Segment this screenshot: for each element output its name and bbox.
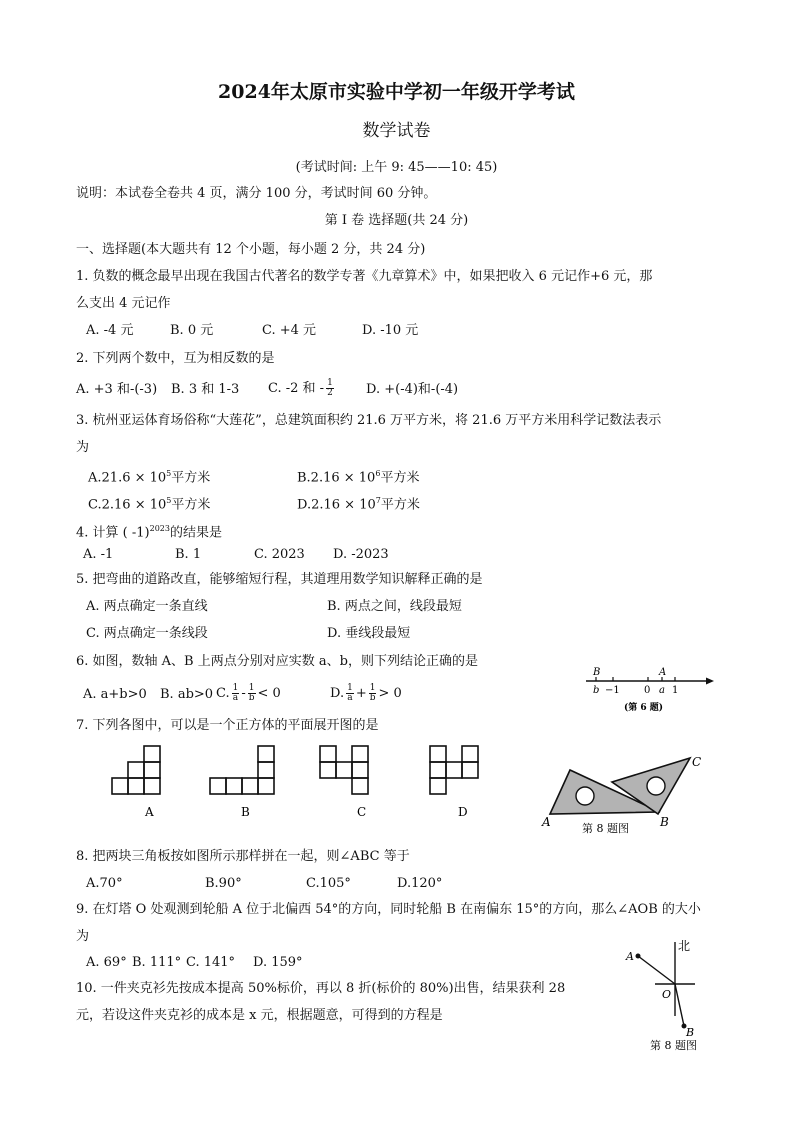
label-O: O	[662, 988, 672, 1001]
point-A	[636, 954, 641, 959]
q5-option-c: C. 两点确定一条线段	[86, 626, 208, 641]
q6-option-b: B. ab>0	[160, 687, 214, 702]
fraction	[232, 684, 240, 703]
fraction	[346, 684, 354, 703]
unit: 平方米	[380, 470, 420, 486]
label-A: A	[659, 667, 667, 678]
q9-option-b: B. 111°	[132, 955, 182, 970]
section-title: 一、选择题(本大题共有 12 个小题，每小题 2 分，共 24 分)	[76, 242, 426, 257]
q6-option-c	[216, 682, 281, 706]
operator: -	[241, 686, 246, 701]
q8-option-d: D.120°	[397, 876, 443, 891]
operator: +	[355, 686, 367, 701]
fraction-numerator: 1	[347, 683, 353, 693]
q1-option-a: A. -4 元	[86, 323, 134, 338]
q9-stem-line1: 9. 在灯塔 O 处观测到轮船 A 位于北偏西 54°的方向，同时轮船 B 在南偏东 15°的方向，那么∠AOB 的大小	[76, 902, 701, 917]
q6-option-d	[330, 682, 402, 706]
q1-option-d: D. -10 元	[362, 323, 419, 338]
q4-exponent: 2023	[149, 524, 170, 533]
cube-net-d	[430, 746, 478, 794]
q2-option-c-fraction	[326, 379, 334, 398]
q3-option-d	[297, 493, 420, 513]
q6-stem: 6. 如图，数轴 A、B 上两点分别对应实数 a、b，则下列结论正确的是	[76, 654, 478, 669]
q3-option-c	[88, 493, 210, 513]
relation: < 0	[257, 686, 281, 701]
q1-option-b: B. 0 元	[170, 323, 214, 338]
q9-option-c: C. 141°	[186, 955, 236, 970]
q3-option-a	[88, 466, 210, 486]
q8-option-c: C.105°	[306, 876, 351, 891]
sci-exponent: 6	[375, 469, 381, 478]
sci-base: C.2.16 × 10	[88, 497, 167, 513]
unit: 平方米	[380, 497, 420, 513]
q2-option-c-prefix: C. -2 和 -	[268, 381, 325, 396]
net-label-a: A	[145, 805, 154, 819]
q2-option-b: B. 3 和 1-3	[171, 382, 240, 397]
label-zero: 0	[644, 685, 651, 696]
cube-net-b	[210, 746, 274, 794]
q1-stem-line2: 么支出 4 元记作	[76, 296, 171, 311]
q6-figure-caption: (第 6 题)	[624, 703, 664, 713]
q2-option-a: A. +3 和-(-3)	[76, 382, 158, 397]
q3-stem-line1: 3. 杭州亚运体育场俗称“大莲花”，总建筑面积约 21.6 万平方米，将 21.6 万平方米用科学记数法表示	[76, 413, 662, 428]
q10-stem-line2: 元，若设这件夹克衫的成本是 x 元，根据题意，可得到的方程是	[76, 1008, 443, 1023]
sci-base: B.2.16 × 10	[297, 470, 376, 486]
q3-option-b	[297, 466, 419, 486]
label-A: A	[542, 815, 551, 829]
instructions: 说明：本试卷全卷共 4 页，满分 100 分，考试时间 60 分钟。	[76, 186, 437, 201]
label-a: a	[659, 685, 665, 696]
option-prefix: C.	[216, 686, 230, 701]
label-C: C	[692, 755, 702, 769]
sci-base: A.21.6 × 10	[88, 470, 167, 486]
q5-option-b: B. 两点之间，线段最短	[327, 599, 462, 614]
q6-number-line-figure	[580, 664, 720, 716]
fraction-denominator: b	[369, 693, 376, 703]
fig9-caption: 第 8 题图	[650, 1039, 697, 1052]
fraction-denominator: a	[232, 693, 239, 703]
triangle-hole-left	[576, 787, 594, 805]
north-label: 北	[678, 939, 691, 953]
q4-stem-prefix: 4. 计算 ( -1)	[76, 525, 150, 541]
net-label-b: B	[241, 805, 250, 819]
q8-option-b: B.90°	[205, 876, 242, 891]
q4-stem-suffix: 的结果是	[169, 525, 222, 541]
q5-stem: 5. 把弯曲的道路改直，能够缩短行程，其道理用数学知识解释正确的是	[76, 572, 483, 587]
fraction-numerator: 1	[248, 683, 255, 693]
q8-option-a: A.70°	[86, 876, 123, 891]
q10-stem-line1: 10. 一件夹克衫先按成本提高 50%标价，再以 8 折(标价的 80%)出售，结果获利 28	[76, 981, 566, 996]
q4-stem	[76, 521, 222, 541]
q4-option-b: B. 1	[175, 547, 202, 562]
q9-stem-line2: 为	[76, 929, 90, 944]
net-label-c: C	[357, 805, 367, 819]
q5-option-d: D. 垂线段最短	[327, 626, 411, 641]
fraction	[248, 684, 256, 703]
q2-stem: 2. 下列两个数中，互为相反数的是	[76, 351, 275, 366]
q3-stem-line2: 为	[76, 440, 90, 455]
exam-time: (考试时间: 上午 9: 45——10: 45)	[295, 160, 498, 175]
q2-option-c	[268, 378, 336, 400]
q6-option-a: A. a+b>0	[83, 687, 147, 702]
q1-option-c: C. +4 元	[262, 323, 317, 338]
q5-option-a: A. 两点确定一条直线	[86, 599, 208, 614]
label-one: 1	[672, 685, 679, 696]
sci-exponent: 5	[166, 496, 172, 505]
sci-exponent: 7	[375, 496, 381, 505]
fig8-caption: 第 8 题图	[582, 822, 629, 835]
option-prefix: D.	[330, 686, 345, 701]
fig8-triangle-boards	[540, 748, 715, 840]
fraction-denominator: a	[347, 693, 353, 703]
q4-option-c: C. 2023	[254, 547, 305, 562]
fig9-compass-diagram	[620, 936, 720, 1054]
q8-stem: 8. 把两块三角板按如图所示那样拼在一起，则∠ABC 等于	[76, 849, 410, 864]
axis-arrow-icon	[706, 678, 714, 685]
q1-stem-line1: 1. 负数的概念最早出现在我国古代著名的数学专著《九章算术》中，如果把收入 6 元记作+6 元，那	[76, 269, 653, 284]
paper-subtitle: 数学试卷	[362, 121, 431, 141]
label-b: b	[593, 685, 600, 696]
ray-OA	[638, 956, 675, 984]
q7-stem: 7. 下列各图中，可以是一个正方体的平面展开图的是	[76, 718, 379, 733]
fraction	[369, 684, 377, 703]
sci-exponent: 5	[166, 469, 172, 478]
label-A: A	[626, 950, 634, 963]
net-label-d: D	[458, 805, 468, 819]
q2-option-d: D. +(-4)和-(-4)	[366, 382, 459, 397]
label-minus-one: −1	[605, 685, 620, 696]
fraction-denominator: 2	[327, 388, 333, 398]
unit: 平方米	[171, 497, 211, 513]
fraction-numerator: 1	[232, 683, 239, 693]
triangle-hole-right	[647, 777, 665, 795]
unit: 平方米	[171, 470, 211, 486]
label-B: B	[660, 815, 669, 829]
fraction-numerator: 1	[327, 378, 333, 388]
cube-net-c	[320, 746, 368, 794]
q7-cube-nets-figure	[90, 744, 530, 824]
fraction-numerator: 1	[369, 683, 376, 693]
q9-option-a: A. 69°	[86, 955, 127, 970]
label-B: B	[593, 667, 601, 678]
exam-title: 2024年太原市实验中学初一年级开学考试	[218, 81, 575, 103]
fraction-denominator: b	[248, 693, 255, 703]
cube-net-a	[112, 746, 160, 794]
ray-OB	[675, 984, 684, 1026]
part-title: 第 I 卷 选择题(共 24 分)	[324, 213, 469, 228]
relation: > 0	[378, 686, 402, 701]
label-B: B	[686, 1026, 695, 1039]
q4-option-a: A. -1	[83, 547, 114, 562]
q4-option-d: D. -2023	[333, 547, 389, 562]
sci-base: D.2.16 × 10	[297, 497, 376, 513]
q9-option-d: D. 159°	[253, 955, 303, 970]
